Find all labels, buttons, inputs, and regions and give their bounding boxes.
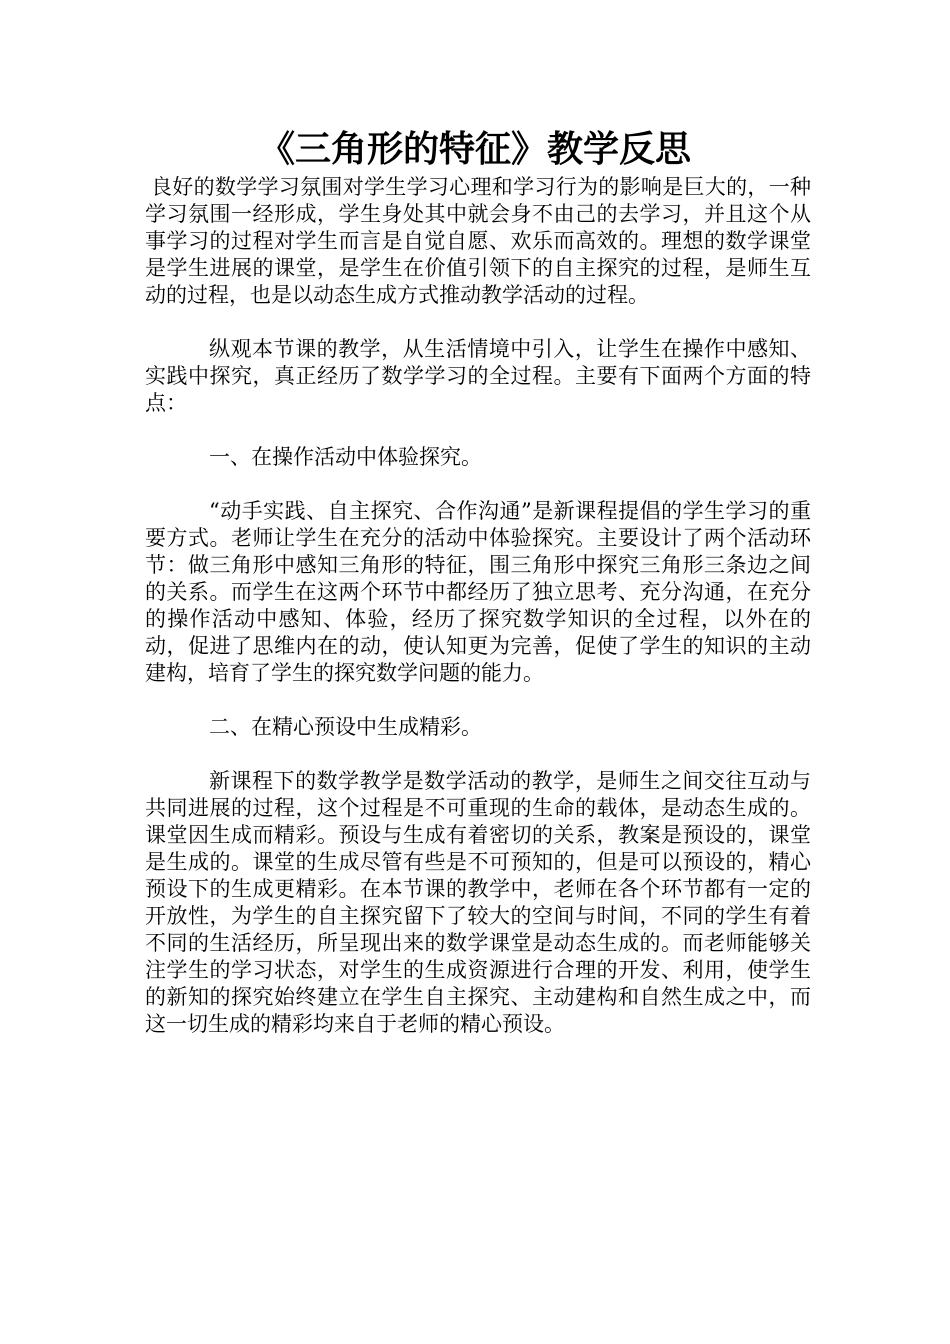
paragraph-spacer [145,471,811,498]
paragraph-overview: 纵观本节课的教学，从生活情境中引入，让学生在操作中感知、实践中探究，真正经历了数学学习的全过程。主要有下面两个方面的特点： [145,337,811,415]
section-heading-2: 二、在精心预设中生成精彩。 [209,715,482,739]
paragraph-section-1: “动手实践、自主探究、合作沟通”是新课程提倡的学生学习的重要方式。老师让学生在充分的活动中体验探究。主要设计了两个活动环节：做三角形中感知三角形的特征，围三角形中探究三角形三条边之间的关系。而学生在这两个环节中都经历了独立思考、充分沟通，在充分的操作活动中感知、体验，经历了探究数学知识的全过程，以外在的动，促进了思维内在的动，使认知更为完善，促使了学生的知识的主动建构，培育了学生的探究数学问题的能力。 [145,499,811,685]
document-body [145,174,811,1038]
document-title: 《三角形的特征》教学反思 [258,129,691,170]
paragraph-spacer [145,309,811,336]
paragraph-spacer [145,741,811,768]
paragraph-spacer [145,417,811,444]
section-heading-1: 一、在操作活动中体验探究。 [209,445,482,469]
paragraph-section-2: 新课程下的数学教学是数学活动的教学，是师生之间交往互动与共同进展的过程，这个过程是不可重现的生命的载体，是动态生成的。课堂因生成而精彩。预设与生成有着密切的关系，教案是预设的，课堂是生成的。课堂的生成尽管有些是不可预知的，但是可以预设的，精心预设下的生成更精彩。在本节课的教学中，老师在各个环节都有一定的开放性，为学生的自主探究留下了较大的空间与时间，不同的学生有着不同的生活经历，所呈现出来的数学课堂是动态生成的。而老师能够关注学生的学习状态，对学生的生成资源进行合理的开发、利用，使学生的新知的探究始终建立在学生自主探究、主动建构和自然生成之中，而这一切生成的精彩均来自于老师的精心预设。 [145,769,811,1036]
paragraph-spacer [145,687,811,714]
paragraph-intro: 良好的数学学习氛围对学生学习心理和学习行为的影响是巨大的，一种学习氛围一经形成，学生身处其中就会身不由己的去学习，并且这个从事学习的过程对学生而言是自觉自愿、欢乐而高效的。理想的数学课堂是学生进展的课堂，是学生在价值引领下的自主探究的过程，是师生互动的过程，也是以动态生成方式推动教学活动的过程。 [145,175,811,307]
